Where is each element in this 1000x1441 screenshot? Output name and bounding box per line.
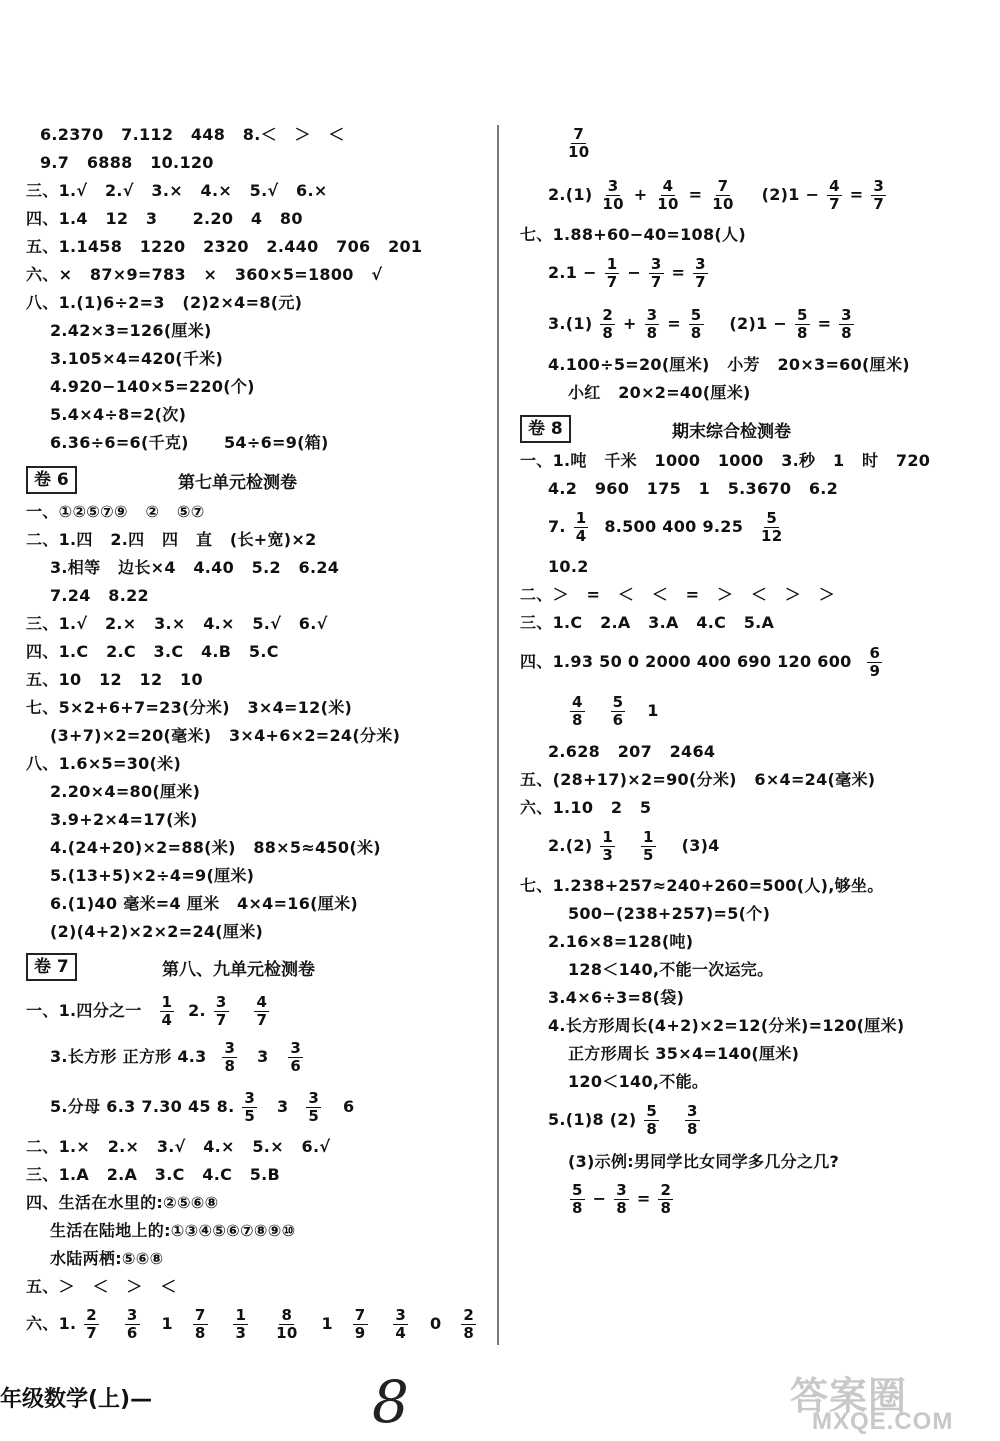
line-text: 一、1.四分之一 [26,1001,142,1020]
answer-line [26,992,271,1030]
answer-line: 10.2 [548,557,589,576]
fraction [570,694,585,729]
denominator: 7 [215,1011,227,1029]
column-divider [497,125,499,1345]
line-text: 2.(1) [548,185,593,204]
answer-line: 3.4×6÷3=8(袋) [548,988,685,1007]
fraction [84,1307,99,1342]
numerator: 3 [873,177,885,195]
line-text: 2.1 − [548,263,597,282]
fraction [644,1103,659,1138]
numerator: 7 [573,125,585,143]
line-text: 3 [257,1047,269,1066]
section-tag: 卷 8 [520,415,571,443]
denominator: 8 [602,324,614,342]
numerator: 1 [235,1306,247,1324]
numerator: 3 [841,306,852,324]
answer-line: 五、＞ ＜ ＞ ＜ [26,1277,177,1296]
denominator: 8 [841,324,852,342]
answer-line: 五、1.1458 1220 2320 2.440 706 201 [26,237,423,256]
line-text: 5.分母 6.3 7.30 45 8. [50,1097,235,1116]
fraction [393,1307,408,1342]
answer-line: 四、1.C 2.C 3.C 4.B 5.C [26,642,279,661]
operator: + [622,314,637,333]
fraction [570,1182,585,1217]
numerator: 3 [646,306,658,324]
line-text: 3.(1) [548,314,593,333]
denominator: 8 [616,1199,627,1217]
answer-line: 5.4×4÷8=2(次) [50,405,187,424]
numerator: 4 [829,177,840,195]
section-tag: 卷 7 [26,953,77,981]
operator: = [688,185,703,204]
fraction [193,1307,208,1342]
denominator: 9 [869,662,881,680]
answer-line: 八、1.6×5=30(米) [26,754,182,773]
denominator: 4 [395,1324,407,1342]
numerator: 2 [86,1306,98,1324]
denominator: 8 [646,324,658,342]
numerator: 7 [717,177,729,195]
numerator: 1 [161,993,173,1011]
fraction [254,994,269,1029]
answer-line: 二、＞ = ＜ ＜ = ＞ ＜ ＞ ＞ [520,585,835,604]
answer-line: 正方形周长 35×4=140(厘米) [568,1044,800,1063]
answer-line [548,305,856,343]
fraction [871,178,886,213]
line-text: 1 [321,1314,333,1333]
line-text: 0 [430,1314,442,1333]
denominator: 8 [572,1199,583,1217]
answer-line: 水陆两栖:⑤⑥⑧ [50,1249,164,1268]
answer-line: 3.105×4=420(千米) [50,349,224,368]
answer-line: 七、5×2+6+7=23(分米) 3×4=12(米) [26,698,353,717]
section-title: 期末综合检测卷 [672,422,791,442]
fraction [605,256,620,291]
answer-line: 三、1.√ 2.√ 3.× 4.× 5.√ 6.× [26,181,328,200]
fraction [288,1040,303,1075]
fraction [574,510,589,545]
answer-line [520,643,884,681]
numerator: 2 [463,1306,475,1324]
footer-label: 年级数学(上)— [0,1387,153,1412]
numerator: 7 [354,1306,366,1324]
answer-line: 一、①②⑤⑦⑨ ② ⑤⑦ [26,502,205,521]
denominator: 4 [575,527,587,545]
answer-line: 6.36÷6=6(千克) 54÷6=9(箱) [50,433,329,452]
numerator: 5 [796,306,808,324]
fraction [214,994,229,1029]
line-text: (3)4 [681,836,720,855]
fraction [649,256,664,291]
fraction [611,694,626,729]
answer-line [568,1180,675,1218]
denominator: 6 [290,1057,302,1075]
fraction [233,1307,248,1342]
answer-line: 120＜140,不能。 [568,1072,709,1091]
numerator: 3 [244,1089,256,1107]
answer-line: 四、1.4 12 3 2.20 4 80 [26,209,303,228]
numerator: 3 [395,1306,407,1324]
fraction [839,307,854,342]
denominator: 6 [612,711,624,729]
line-text: 六、1. [26,1314,77,1333]
answer-line: 二、1.× 2.× 3.√ 4.× 5.× 6.√ [26,1137,331,1156]
operator: = [849,185,864,204]
answer-line: 三、1.A 2.A 3.C 4.C 5.B [26,1165,281,1184]
line-text: 1 [161,1314,173,1333]
answer-line: (3+7)×2=20(毫米) 3×4+6×2=24(分米) [50,726,401,745]
operator: = [817,314,832,333]
answer-line: 7.24 8.22 [50,586,149,605]
fraction [689,307,704,342]
answer-line: 9.7 6888 10.120 [40,153,214,172]
answer-line [50,1088,354,1126]
fraction [645,307,660,342]
answer-line: 4.920−140×5=220(个) [50,377,255,396]
answer-line: 3.9+2×4=17(米) [50,810,198,829]
answer-line [548,176,888,214]
line-text: 四、1.93 50 0 2000 400 690 120 600 [520,652,852,671]
numerator: 1 [575,509,587,527]
fraction [867,645,882,680]
line-text: 5.(1)8 (2) [548,1110,637,1129]
answer-line: 4.2 960 175 1 5.3670 6.2 [548,479,839,498]
fraction [827,178,842,213]
fraction [306,1090,321,1125]
fraction [222,1040,237,1075]
fraction [242,1090,257,1125]
numerator: 4 [572,693,583,711]
numerator: 3 [616,1181,627,1199]
denominator: 7 [695,273,706,291]
line-text: 3 [277,1097,289,1116]
answer-line: 128＜140,不能一次运完。 [568,960,774,979]
answer-line: 2.628 207 2464 [548,742,716,761]
line-text: 2. [188,1001,206,1020]
line-text: 3.长方形 正方形 4.3 [50,1047,207,1066]
numerator: 3 [224,1039,236,1057]
denominator: 4 [161,1011,173,1029]
answer-line: 五、10 12 12 10 [26,670,203,689]
numerator: 3 [215,993,227,1011]
fraction [125,1307,140,1342]
denominator: 8 [686,1120,698,1138]
answer-line: 6.(1)40 毫米=4 厘米 4×4=16(厘米) [50,894,358,913]
numerator: 4 [256,993,268,1011]
answer-line [548,1101,702,1139]
answer-line: 4.(24+20)×2=88(米) 88×5≈450(米) [50,838,381,857]
denominator: 7 [829,195,840,213]
numerator: 4 [662,177,674,195]
denominator: 7 [873,195,885,213]
answer-line [548,827,720,865]
denominator: 3 [235,1324,247,1342]
watermark-logo: 答案圈 [790,1376,908,1418]
fraction [655,178,680,213]
section-tag: 卷 6 [26,466,77,494]
fraction [600,178,625,213]
denominator: 8 [463,1324,475,1342]
answer-line: 七、1.238+257≈240+260=500(人),够坐。 [520,876,884,895]
operator: + [633,185,648,204]
fraction [614,1182,629,1217]
answer-line [548,254,710,292]
numerator: 1 [606,255,618,273]
denominator: 8 [796,324,808,342]
watermark-url: MXQE.COM [812,1408,954,1435]
answer-line: 六、× 87×9=783 × 360×5=1800 √ [26,265,383,284]
answer-line: 4.长方形周长(4+2)×2=12(分米)=120(厘米) [548,1016,905,1035]
line-text: 7. [548,517,566,536]
answer-line: (2)(4+2)×2×2=24(厘米) [50,922,264,941]
fraction [658,1182,673,1217]
denominator: 5 [642,846,654,864]
answer-line: 一、1.吨 千米 1000 1000 3.秒 1 时 720 [520,451,931,470]
answer-line: 生活在陆地上的:①③④⑤⑥⑦⑧⑨⑩ [50,1221,296,1240]
numerator: 3 [686,1102,698,1120]
answer-line [26,1305,478,1343]
answer-line: 三、1.C 2.A 3.A 4.C 5.A [520,613,775,632]
denominator: 5 [308,1107,320,1125]
denominator: 8 [224,1057,236,1075]
fraction [160,994,175,1029]
numerator: 3 [290,1039,302,1057]
answer-line: 2.20×4=80(厘米) [50,782,201,801]
denominator: 6 [126,1324,138,1342]
numerator: 1 [642,828,654,846]
answer-line: 2.42×3=126(厘米) [50,321,212,340]
operator: − [592,1189,607,1208]
line-text: 8.500 400 9.25 [604,517,744,536]
answer-line: 2.16×8=128(吨) [548,932,694,951]
operator: = [671,263,686,282]
numerator: 2 [660,1181,672,1199]
fraction [600,307,615,342]
numerator: 3 [695,255,706,273]
fraction [710,178,735,213]
numerator: 3 [607,177,619,195]
operator: = [636,1189,651,1208]
fraction [566,126,591,161]
operator: − [627,263,642,282]
fraction [759,510,784,545]
answer-line: 3.相等 边长×4 4.40 5.2 6.24 [50,558,340,577]
answer-line [564,124,593,162]
denominator: 9 [354,1324,366,1342]
answer-line: 二、1.四 2.四 四 直 (长+宽)×2 [26,530,317,549]
numerator: 5 [766,509,778,527]
answer-line: 六、1.10 2 5 [520,798,652,817]
numerator: 5 [690,306,702,324]
line-text: (2)1 − [761,185,820,204]
answer-line: 三、1.√ 2.× 3.× 4.× 5.√ 6.√ [26,614,328,633]
answer-line [50,1038,305,1076]
numerator: 3 [650,255,662,273]
denominator: 5 [244,1107,256,1125]
answer-line: 500−(238+257)=5(个) [568,904,771,923]
denominator: 10 [602,195,624,213]
section-title: 第七单元检测卷 [178,473,297,493]
numerator: 3 [126,1306,138,1324]
answer-line: 6.2370 7.112 448 8.＜ ＞ ＜ [40,125,345,144]
denominator: 7 [86,1324,98,1342]
answer-line: (3)示例:男同学比女同学多几分之几? [568,1152,840,1171]
fraction [641,829,656,864]
answer-line: 小红 20×2=40(厘米) [568,383,751,402]
page-number: 8 [372,1368,409,1436]
operator: = [667,314,681,333]
fraction [795,307,810,342]
numerator: 5 [572,1181,583,1199]
denominator: 3 [602,846,614,864]
line-text: (2)1 − [729,314,788,333]
answer-line: 四、生活在水里的:②⑤⑥⑧ [26,1193,219,1212]
denominator: 7 [256,1011,268,1029]
denominator: 8 [690,324,702,342]
answer-line: 4.100÷5=20(厘米) 小芳 20×3=60(厘米) [548,355,910,374]
denominator: 8 [660,1199,672,1217]
denominator: 12 [761,527,783,545]
denominator: 7 [606,273,618,291]
denominator: 8 [194,1324,206,1342]
fraction [353,1307,368,1342]
line-text: 1 [647,701,659,720]
numerator: 1 [602,828,614,846]
answer-line [568,692,659,730]
fraction [461,1307,476,1342]
denominator: 10 [568,143,590,161]
answer-line: 5.(13+5)×2÷4=9(厘米) [50,866,255,885]
denominator: 10 [276,1324,298,1342]
line-text: 6 [342,1097,355,1116]
line-text: 2.(2) [548,836,593,855]
denominator: 8 [572,711,583,729]
fraction [685,1103,700,1138]
fraction [600,829,615,864]
denominator: 10 [657,195,679,213]
denominator: 7 [650,273,662,291]
section-title: 第八、九单元检测卷 [162,960,315,980]
numerator: 8 [281,1306,293,1324]
numerator: 6 [869,644,881,662]
numerator: 3 [308,1089,320,1107]
denominator: 10 [712,195,734,213]
answer-line: 五、(28+17)×2=90(分米) 6×4=24(毫米) [520,770,876,789]
numerator: 2 [602,306,614,324]
answer-line: 七、1.88+60−40=108(人) [520,225,746,244]
numerator: 5 [646,1102,658,1120]
fraction [274,1307,299,1342]
numerator: 7 [194,1306,206,1324]
numerator: 5 [612,693,624,711]
answer-line: 八、1.(1)6÷2=3 (2)2×4=8(元) [26,293,303,312]
fraction [693,256,708,291]
denominator: 8 [646,1120,658,1138]
answer-line [548,508,787,546]
